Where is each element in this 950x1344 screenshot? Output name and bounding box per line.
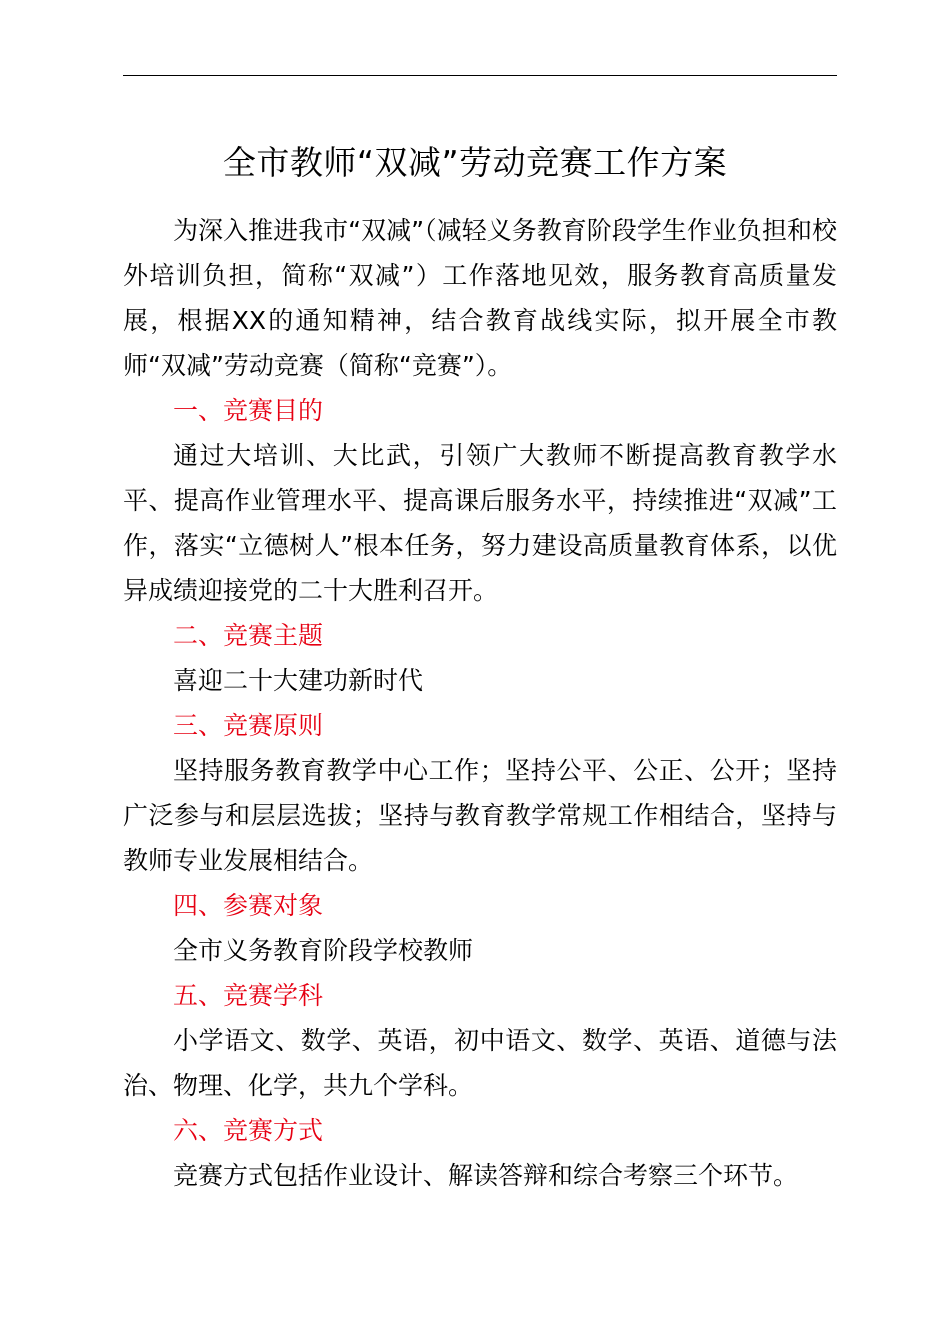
section-body-theme: 喜迎二十大建功新时代 [173, 666, 424, 695]
section-heading-purpose: 一、竞赛目的 [173, 396, 324, 425]
section-heading-subjects: 五、竞赛学科 [173, 981, 324, 1010]
document-title: 全市教师“双减”劳动竞赛工作方案 [222, 143, 728, 182]
section-heading-theme: 二、竞赛主题 [173, 621, 324, 650]
section-heading-participants: 四、参赛对象 [173, 891, 324, 920]
section-body-participants: 全市义务教育阶段学校教师 [173, 936, 474, 965]
section-body-principles: 坚持服务教育教学中心工作；坚持公平、公正、公开；坚持广泛参与和层层选拔；坚持与教育教学常规工作相结合，坚持与教师专业发展相结合。 [123, 756, 837, 875]
document-body [123, 208, 837, 1198]
section-body-subjects: 小学语文、数学、英语，初中语文、数学、英语、道德与法治、物理、化学，共九个学科。 [123, 1026, 837, 1100]
section-heading-principles: 三、竞赛原则 [173, 711, 324, 740]
section-body-purpose: 通过大培训、大比武，引领广大教师不断提高教育教学水平、提高作业管理水平、提高课后服务水平，持续推进“双减”工作，落实“立德树人”根本任务，努力建设高质量教育体系，以优异成绩迎接党的二十大胜利召开。 [123, 441, 837, 605]
section-body-format: 竞赛方式包括作业设计、解读答辩和综合考察三个环节。 [173, 1161, 799, 1190]
intro-paragraph: 为深入推进我市“双减”（减轻义务教育阶段学生作业负担和校外培训负担，简称“双减”）工作落地见效，服务教育高质量发展，根据XX的通知精神，结合教育战线实际，拟开展全市教师“双减”劳动竞赛（简称“竞赛”）。 [123, 216, 837, 380]
header-rule [123, 75, 837, 76]
section-heading-format: 六、竞赛方式 [173, 1116, 324, 1145]
